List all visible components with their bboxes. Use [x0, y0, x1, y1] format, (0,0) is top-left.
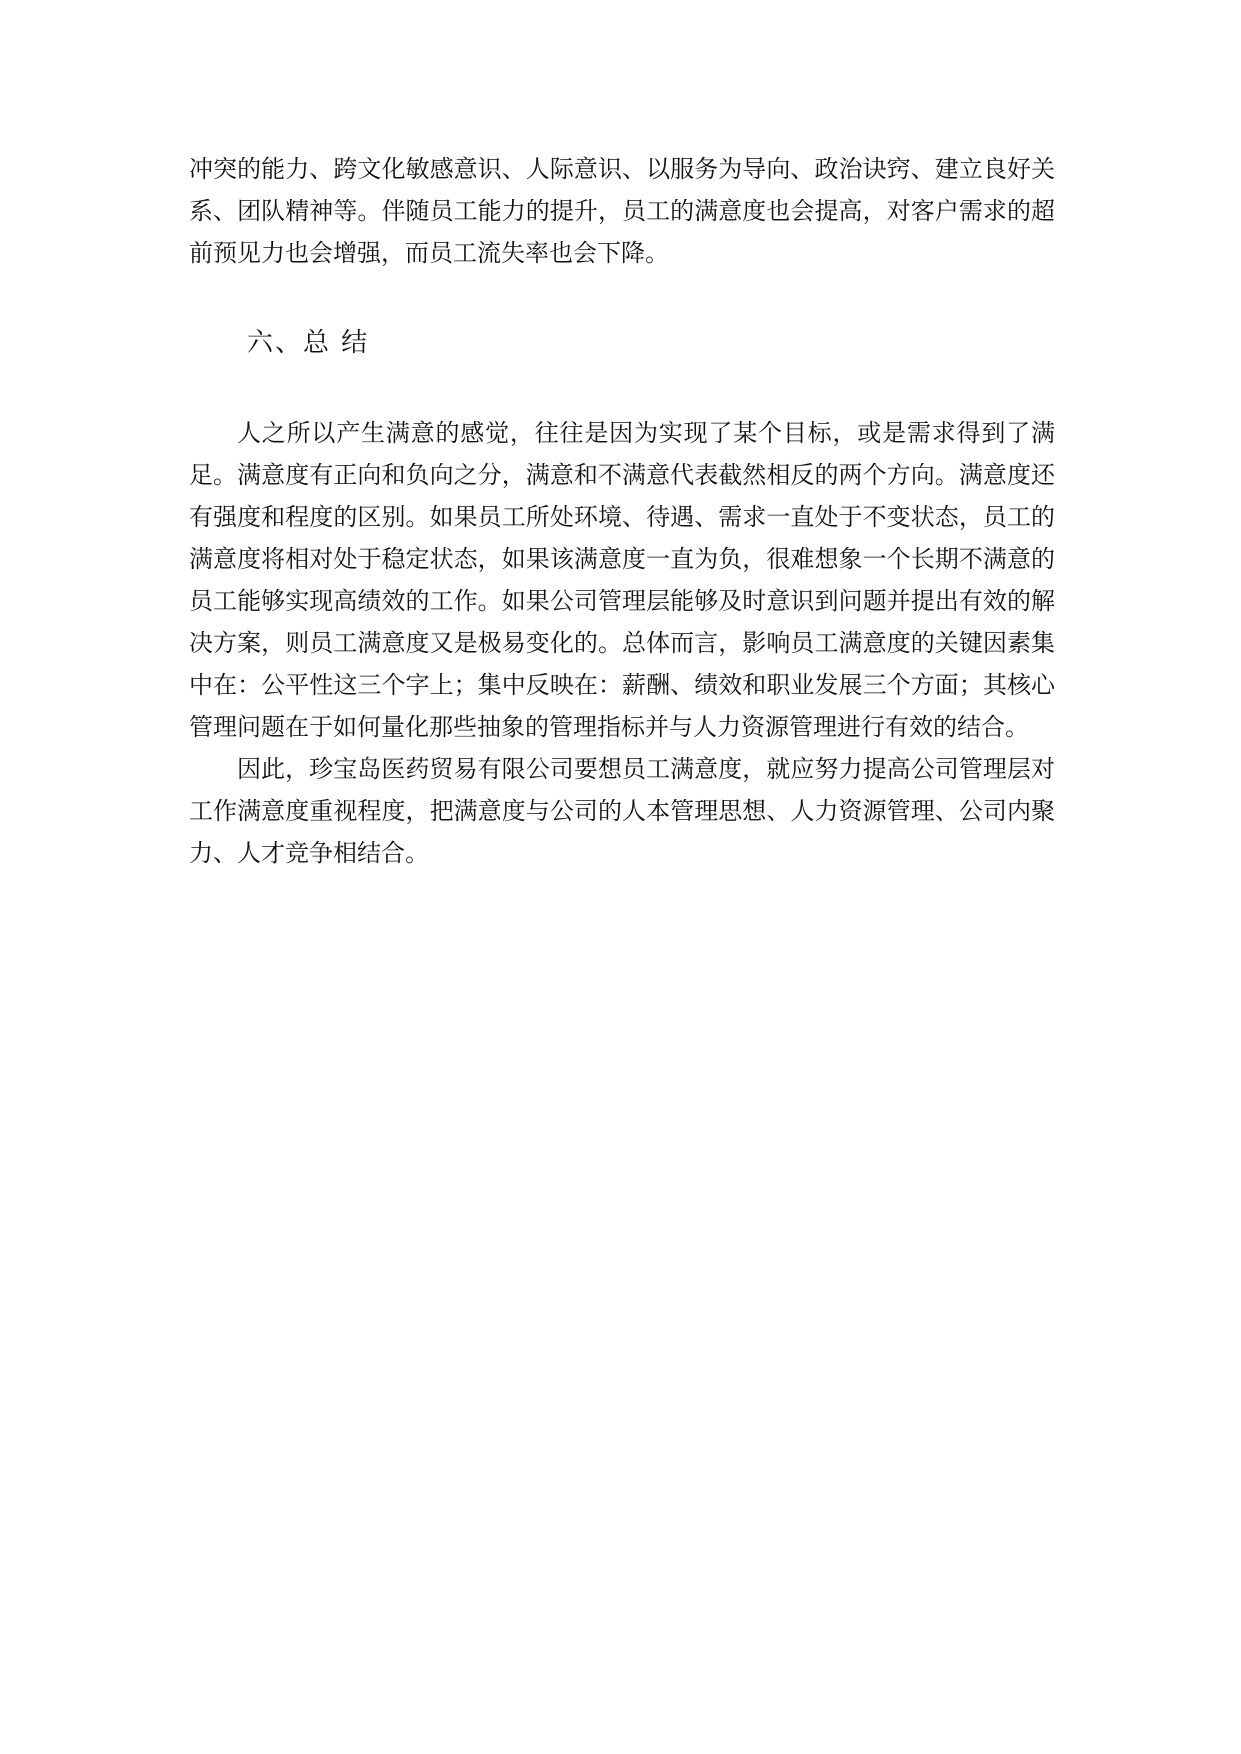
conclusion-paragraph: 因此，珍宝岛医药贸易有限公司要想员工满意度，就应努力提高公司管理层对工作满意度重视程度，把满意度与公司的人本管理思想、人力资源管理、公司内聚力、人才竞争相结合。 — [189, 755, 1055, 867]
section-heading: 六、总 结 — [247, 328, 370, 358]
summary-paragraph: 人之所以产生满意的感觉，往往是因为实现了某个目标，或是需求得到了满足。满意度有正向和负向之分，满意和不满意代表截然相反的两个方向。满意度还有强度和程度的区别。如果员工所处环境、待遇、需求一直处于不变状态，员工的满意度将相对处于稳定状态，如果该满意度一直为负，很难想象一个长期不满意的员工能够实现高绩效的工作。如果公司管理层能够及时意识到问题并提出有效的解决方案，则员工满意度又是极易变化的。总体而言，影响员工满意度的关键因素集中在：公平性这三个字上；集中反映在：薪酬、绩效和职业发展三个方面；其核心管理问题在于如何量化那些抽象的管理指标并与人力资源管理进行有效的结合。 — [189, 419, 1055, 741]
continued-paragraph: 冲突的能力、跨文化敏感意识、人际意识、以服务为导向、政治诀窍、建立良好关系、团队精神等。伴随员工能力的提升，员工的满意度也会提高，对客户需求的超前预见力也会增强，而员工流失率也会下降。 — [189, 155, 1055, 267]
document-body — [189, 148, 1055, 874]
